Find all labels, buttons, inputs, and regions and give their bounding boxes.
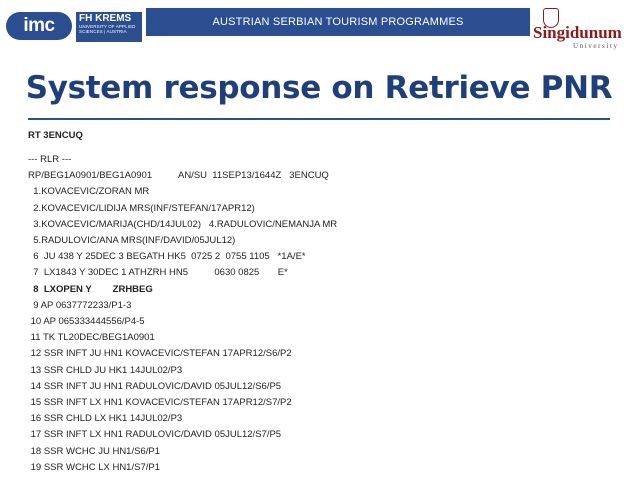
pnr-line: 6 JU 438 Y 25DEC 3 BEGATH HK5 0725 2 0755 1105 *1A/E* xyxy=(28,251,306,263)
pnr-line: 13 SSR CHLD JU HK1 14JUL02/P3 xyxy=(28,364,183,376)
pnr-line: 7 LX1843 Y 30DEC 1 ATHZRH HN5 0630 0825 E* xyxy=(28,267,288,279)
pnr-line: 16 SSR CHLD LX HK1 14JUL02/P3 xyxy=(28,413,183,425)
pnr-line: 17 SSR INFT LX HN1 RADULOVIC/DAVID 05JUL12/S7/P5 xyxy=(28,429,282,441)
pnr-line: 18 SSR WCHC JU HN1/S6/P1 xyxy=(28,445,160,457)
singidunum-logo-subtitle: University xyxy=(573,42,619,50)
pnr-line: --- RLR --- xyxy=(28,154,72,165)
pnr-line: 10 AP 065333444556/P4-5 xyxy=(28,316,145,328)
fh-krems-logo-subtitle: UNIVERSITY OF APPLIED SCIENCES | AUSTRIA xyxy=(79,24,136,34)
pnr-line: 5.RADULOVIC/ANA MRS(INF/DAVID/05JUL12) xyxy=(28,235,236,247)
pnr-line: RP/BEG1A0901/BEG1A0901 AN/SU 11SEP13/1644Z 3ENCUQ xyxy=(28,170,329,182)
fh-krems-logo-name: FH KREMS xyxy=(79,13,132,24)
title-divider xyxy=(28,118,610,120)
header-banner: AUSTRIAN SERBIAN TOURISM PROGRAMMES xyxy=(146,8,530,36)
pnr-response xyxy=(28,129,628,476)
singidunum-logo xyxy=(533,8,633,50)
pnr-line: 9 AP 0637772233/P1-3 xyxy=(28,299,132,311)
pnr-line: 1.KOVACEVIC/ZORAN MR xyxy=(28,186,150,198)
pnr-line: 2.KOVACEVIC/LIDIJA MRS(INF/STEFAN/17APR12) xyxy=(28,202,255,214)
pnr-line: 3.KOVACEVIC/MARIJA(CHD/14JUL02) 4.RADULOVIC/NEMANJA MR xyxy=(28,218,338,230)
pnr-line: 12 SSR INFT JU HN1 KOVACEVIC/STEFAN 17APR12/S6/P2 xyxy=(28,348,292,360)
pnr-line-open-segment: 8 LXOPEN Y ZRHBEG xyxy=(28,283,153,295)
pnr-line: 14 SSR INFT JU HN1 RADULOVIC/DAVID 05JUL12/S6/P5 xyxy=(28,380,282,392)
fh-krems-logo xyxy=(76,12,142,42)
retrieve-command: RT 3ENCUQ xyxy=(28,130,83,141)
pnr-line: 15 SSR INFT LX HN1 KOVACEVIC/STEFAN 17APR12/S7/P2 xyxy=(28,397,292,409)
slide-title: System response on Retrieve PNR xyxy=(25,70,613,106)
imc-logo: imc xyxy=(6,12,72,40)
singidunum-logo-name: Singidunum xyxy=(533,23,622,42)
pnr-line: 19 SSR WCHC LX HN1/S7/P1 xyxy=(28,461,160,473)
pnr-line: 11 TK TL20DEC/BEG1A0901 xyxy=(28,332,155,344)
